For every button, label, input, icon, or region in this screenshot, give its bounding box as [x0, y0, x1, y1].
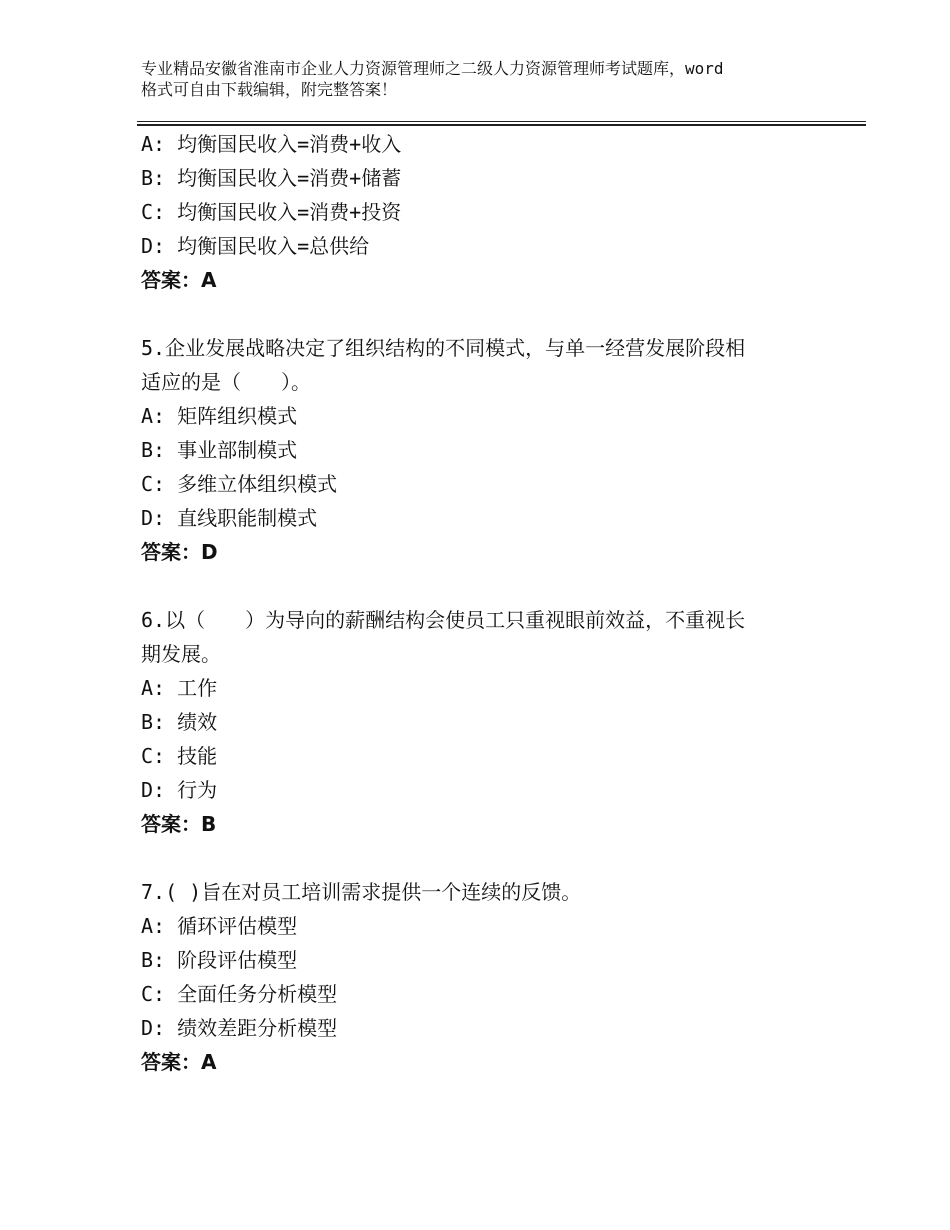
answer-label: 答案：B	[141, 812, 217, 836]
page-header	[141, 58, 841, 100]
option-a: A: 矩阵组织模式	[141, 404, 298, 428]
option-d: D: 均衡国民收入=总供给	[141, 234, 370, 258]
spacer	[141, 569, 821, 603]
option-c: C: 全面任务分析模型	[141, 982, 338, 1006]
question-stem-line-2: 适应的是（ ）。	[141, 370, 311, 394]
question-stem-line-1: 5.企业发展战略决定了组织结构的不同模式，与单一经营发展阶段相	[141, 336, 746, 360]
option-c: C: 均衡国民收入=消费+投资	[141, 200, 402, 224]
spacer	[141, 841, 821, 875]
option-c: C: 多维立体组织模式	[141, 472, 338, 496]
option-b: B: 均衡国民收入=消费+储蓄	[141, 166, 402, 190]
option-b: B: 绩效	[141, 710, 218, 734]
option-d: D: 行为	[141, 778, 218, 802]
header-line-1: 专业精品安徽省淮南市企业人力资源管理师之二级人力资源管理师考试题库，word	[141, 59, 724, 78]
question-stem-line-1: 6.以（ ）为导向的薪酬结构会使员工只重视眼前效益，不重视长	[141, 608, 746, 632]
option-d: D: 直线职能制模式	[141, 506, 318, 530]
answer-label: 答案：A	[141, 1050, 217, 1074]
question-7	[141, 875, 821, 1079]
answer-label: 答案：D	[141, 540, 218, 564]
option-d: D: 绩效差距分析模型	[141, 1016, 338, 1040]
option-a: A: 循环评估模型	[141, 914, 298, 938]
answer-label: 答案：A	[141, 268, 217, 292]
question-6	[141, 603, 821, 841]
option-b: B: 阶段评估模型	[141, 948, 298, 972]
header-line-2: 格式可自由下载编辑，附完整答案！	[141, 80, 398, 99]
question-4	[141, 127, 821, 297]
option-a: A: 工作	[141, 676, 218, 700]
header-divider-thin	[137, 121, 866, 122]
question-stem-line-1: 7.( )旨在对员工培训需求提供一个连续的反馈。	[141, 880, 582, 904]
option-c: C: 技能	[141, 744, 218, 768]
question-5	[141, 331, 821, 569]
option-b: B: 事业部制模式	[141, 438, 298, 462]
spacer	[141, 297, 821, 331]
header-divider-thick	[137, 124, 866, 126]
question-list	[141, 127, 821, 1079]
question-stem-line-2: 期发展。	[141, 642, 221, 666]
option-a: A: 均衡国民收入=消费+收入	[141, 132, 402, 156]
